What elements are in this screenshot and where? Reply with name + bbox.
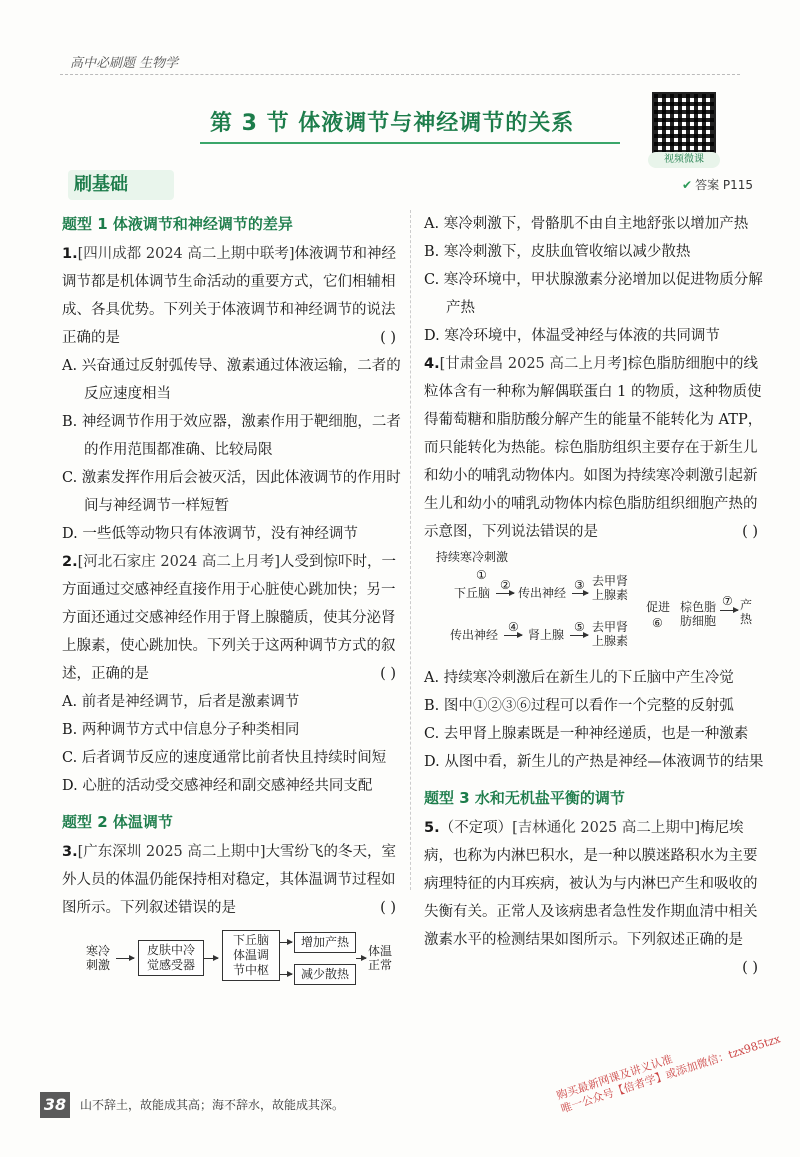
question-text: 梅尼埃病，也称为内淋巴积水，是一种以膜迷路积水为主要病理特征的内耳疾病，被认为与内淋巴产生和吸收的失衡有关。正常人及该病患者急性发作期血清中相关激素水平的检测结果如图所示。下列叙述正确的是 xyxy=(424,820,758,948)
qr-code-icon[interactable] xyxy=(652,92,716,156)
arrow xyxy=(572,593,588,594)
diagram-result: 体温 正常 xyxy=(368,944,393,972)
step-4: ④ xyxy=(508,620,519,634)
question-number: 5. xyxy=(424,820,440,836)
column-divider xyxy=(410,210,411,890)
header-rule xyxy=(60,74,740,75)
diagram-center: 下丘脑 体温调 节中枢 xyxy=(222,930,280,981)
brand-label: 刷基础 xyxy=(68,170,174,200)
question-tag: （不定项） xyxy=(439,820,513,836)
option-d[interactable]: D. 从图中看，新生儿的产热是神经—体液调节的结果 xyxy=(424,754,764,770)
section-heading-1: 题型 1 体液调节和神经调节的差异 xyxy=(62,215,293,233)
diagram-hypothalamus: 下丘脑 xyxy=(454,586,491,600)
step-7: ⑦ xyxy=(722,594,733,608)
answer-blank[interactable]: ( ) xyxy=(742,960,758,976)
right-column xyxy=(424,210,764,982)
question-4 xyxy=(424,350,764,546)
option-a[interactable]: A. 持续寒冷刺激后在新生儿的下丘脑中产生冷觉 xyxy=(424,670,734,686)
question-source: [四川成都 2024 高二上期中联考] xyxy=(77,246,295,262)
arrow xyxy=(280,942,292,943)
question-text: 棕色脂肪细胞中的线粒体含有一种称为解偶联蛋白 1 的物质，这种物质使得葡萄糖和脂肪酸分解产生的能量不能转化为 ATP，而只能转化为热能。棕色脂肪组织主要存在于新生儿和幼小的哺乳动物体内。如图为持续寒冷刺激引起新生儿和幼小的哺乳动物体内棕色脂肪组织细胞产热的示意图，下列说法错误的是 xyxy=(424,356,763,540)
arrow xyxy=(204,958,218,959)
arrow xyxy=(570,635,588,636)
diagram-receptor: 皮肤中冷 觉感受器 xyxy=(138,940,204,976)
check-icon: ✔ xyxy=(682,178,693,192)
option-a[interactable]: A. 寒冷刺激下，骨骼肌不由自主地舒张以增加产热 xyxy=(424,216,749,232)
diagram-increase-heat: 增加产热 xyxy=(294,932,356,953)
section-heading-3: 题型 3 水和无机盐平衡的调节 xyxy=(424,789,625,807)
question-number: 2. xyxy=(62,554,78,570)
option-a[interactable]: A. 兴奋通过反射弧传导、激素通过体液运输，二者的反应速度相当 xyxy=(62,358,401,402)
question-source: [广东深圳 2025 高二上期中] xyxy=(77,844,266,860)
arrow xyxy=(280,974,292,975)
arrow xyxy=(116,958,134,959)
question-2 xyxy=(62,548,402,688)
question-text: 大雪纷飞的冬天，室外人员的体温仍能保持相对稳定，其体温调节过程如图所示。下列叙述错误的是 xyxy=(62,844,397,916)
question-5 xyxy=(424,814,764,976)
question-1 xyxy=(62,240,402,352)
arrow xyxy=(504,635,522,636)
option-a[interactable]: A. 前者是神经调节，后者是激素调节 xyxy=(62,694,300,710)
answer-blank[interactable]: ( ) xyxy=(380,330,396,346)
question-number: 1. xyxy=(62,246,78,262)
diagram-reduce-loss: 减少散热 xyxy=(294,964,356,985)
answer-blank[interactable]: ( ) xyxy=(742,524,758,540)
running-header: 高中必刷题 生物学 xyxy=(70,56,179,71)
option-b[interactable]: B. 神经调节作用于效应器，激素作用于靶细胞，二者的作用范围都准确、比较局限 xyxy=(62,414,401,458)
arrow xyxy=(356,958,366,959)
option-d[interactable]: D. 寒冷环境中，体温受神经与体液的共同调节 xyxy=(424,328,720,344)
question-source: [甘肃金昌 2025 高二上月考] xyxy=(439,356,628,372)
diagram-heat: 产 热 xyxy=(740,598,753,626)
answer-blank[interactable]: ( ) xyxy=(380,900,396,916)
video-lesson-label[interactable]: 视频微课 xyxy=(648,152,720,168)
page-number: 38 xyxy=(40,1092,70,1118)
question-number: 4. xyxy=(424,356,440,372)
question-3 xyxy=(62,838,402,922)
watermark-text: 购买最新网课及讲义认准 唯一公众号【倍者学】或添加微信：tzx985tzx xyxy=(555,1032,782,1116)
thermoregulation-diagram xyxy=(62,928,402,1002)
question-source: [吉林通化 2025 高二上期中] xyxy=(512,820,701,836)
option-c[interactable]: C. 寒冷环境中，甲状腺激素分泌增加以促进物质分解产热 xyxy=(424,272,763,316)
step-1: ① xyxy=(476,568,487,582)
question-text: 人受到惊吓时，一方面通过交感神经直接作用于心脏使心跳加快；另一方面还通过交感神经作用于肾上腺髓质，使其分泌肾上腺素，使心跳加快。下列关于这两种调节方式的叙述，正确的是 xyxy=(62,554,397,682)
option-c[interactable]: C. 去甲肾上腺素既是一种神经递质，也是一种激素 xyxy=(424,726,749,742)
option-d[interactable]: D. 一些低等动物只有体液调节，没有神经调节 xyxy=(62,526,358,542)
answer-reference-text: 答案 P115 xyxy=(695,178,754,192)
diagram-norepinephrine-2: 去甲肾 上腺素 xyxy=(592,620,629,648)
left-column xyxy=(62,210,402,1008)
option-d[interactable]: D. 心脏的活动受交感神经和副交感神经共同支配 xyxy=(62,778,373,794)
section-title: 第 3 节 体液调节与神经调节的关系 xyxy=(210,111,575,136)
option-c[interactable]: C. 后者调节反应的速度通常比前者快且持续时间短 xyxy=(62,750,387,766)
diagram-promote: 促进 xyxy=(646,600,671,614)
diagram-stimulus: 寒冷 刺激 xyxy=(86,944,111,972)
diagram-adrenal: 肾上腺 xyxy=(528,628,565,642)
arrow xyxy=(720,610,738,611)
section-heading-2: 题型 2 体温调节 xyxy=(62,813,173,831)
diagram-top-stimulus: 持续寒冷刺激 xyxy=(436,550,509,564)
question-number: 3. xyxy=(62,844,78,860)
step-3: ③ xyxy=(574,578,585,592)
step-5: ⑤ xyxy=(574,620,585,634)
step-6: ⑥ xyxy=(652,616,663,630)
diagram-brown-fat-cell: 棕色脂 肪细胞 xyxy=(680,600,717,628)
answer-blank[interactable]: ( ) xyxy=(380,666,396,682)
option-b[interactable]: B. 图中①②③⑥过程可以看作一个完整的反射弧 xyxy=(424,698,734,714)
brown-fat-diagram xyxy=(424,550,764,660)
diagram-efferent-2: 传出神经 xyxy=(450,628,499,642)
question-text: 体液调节和神经调节都是机体调节生命活动的重要方式，它们相辅相成、各具优势。下列关于体液调节和神经调节的说法正确的是 xyxy=(62,246,397,346)
option-b[interactable]: B. 寒冷刺激下，皮肤血管收缩以减少散热 xyxy=(424,244,691,260)
diagram-norepinephrine-1: 去甲肾 上腺素 xyxy=(592,574,629,602)
answer-reference xyxy=(682,176,753,193)
question-source: [河北石家庄 2024 高二上月考] xyxy=(77,554,281,570)
option-c[interactable]: C. 激素发挥作用后会被灭活，因此体液调节的作用时间与神经调节一样短暂 xyxy=(62,470,401,514)
step-2: ② xyxy=(500,578,511,592)
arrow xyxy=(496,593,514,594)
footer-motto: 山不辞土，故能成其高；海不辞水，故能成其深。 xyxy=(80,1098,345,1112)
option-b[interactable]: B. 两种调节方式中信息分子种类相同 xyxy=(62,722,300,738)
diagram-efferent-1: 传出神经 xyxy=(518,586,567,600)
